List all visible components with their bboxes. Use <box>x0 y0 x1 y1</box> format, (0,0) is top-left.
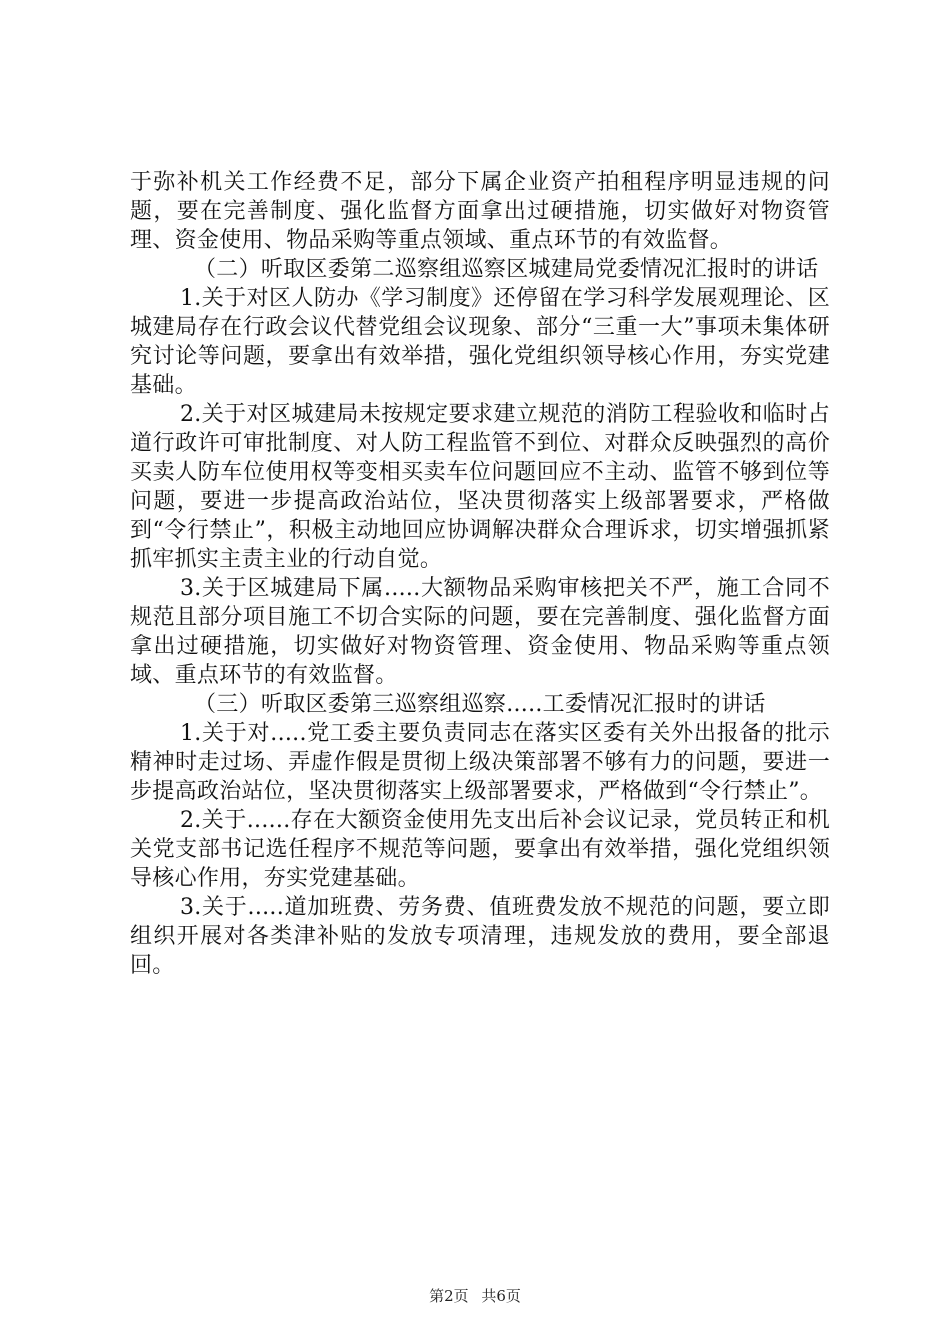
list-item: 2.关于对区城建局未按规定要求建立规范的消防工程验收和临时占道行政许可审批制度、对人防工程监管不到位、对群众反映强烈的高价买卖人防车位使用权等变相买卖车位问题回应不主动、监管不够到位等问题，要进一步提高政治站位，坚决贯彻落实上级部署要求，严格做到“令行禁止”，积极主动地回应协调解决群众合理诉求，切实增强抓紧抓牢抓实主责主业的行动自觉。 <box>130 402 830 572</box>
list-item: 3.关于.....道加班费、劳务费、值班费发放不规范的问题，要立即组织开展对各类津补贴的发放专项清理，违规发放的费用，要全部退回。 <box>130 895 830 978</box>
section-heading-three: （三）听取区委第三巡察组巡察.....工委情况汇报时的讲话 <box>194 692 766 717</box>
paragraph-continuation: 于弥补机关工作经费不足，部分下属企业资产拍租程序明显违规的问题，要在完善制度、强化监督方面拿出过硬措施，切实做好对物资管理、资金使用、物品采购等重点领域、重点环节的有效监督。 <box>130 170 830 253</box>
page-footer <box>0 1286 950 1306</box>
section-heading-two: （二）听取区委第二巡察组巡察区城建局党委情况汇报时的讲话 <box>194 257 819 282</box>
list-item: 1.关于对区人防办《学习制度》还停留在学习科学发展观理论、区城建局存在行政会议代替党组会议现象、部分“三重一大”事项未集体研究讨论等问题，要拿出有效举措，强化党组织领导核心作用，夯实党建基础。 <box>130 286 830 398</box>
document-body <box>130 168 830 980</box>
list-item: 3.关于区城建局下属.....大额物品采购审核把关不严，施工合同不规范且部分项目施工不切合实际的问题，要在完善制度、强化监督方面拿出过硬措施，切实做好对物资管理、资金使用、物品采购等重点领域、重点环节的有效监督。 <box>130 576 830 688</box>
page-number: 第2页 <box>429 1287 469 1305</box>
list-item: 2.关于......存在大额资金使用先支出后补会议记录，党员转正和机关党支部书记选任程序不规范等问题，要拿出有效举措，强化党组织领导核心作用，夯实党建基础。 <box>130 808 830 891</box>
page-total: 共6页 <box>481 1287 521 1305</box>
list-item: 1.关于对.....党工委主要负责同志在落实区委有关外出报备的批示精神时走过场、弄虚作假是贯彻上级决策部署不够有力的问题，要进一步提高政治站位，坚决贯彻落实上级部署要求，严格做到“令行禁止”。 <box>130 721 830 804</box>
